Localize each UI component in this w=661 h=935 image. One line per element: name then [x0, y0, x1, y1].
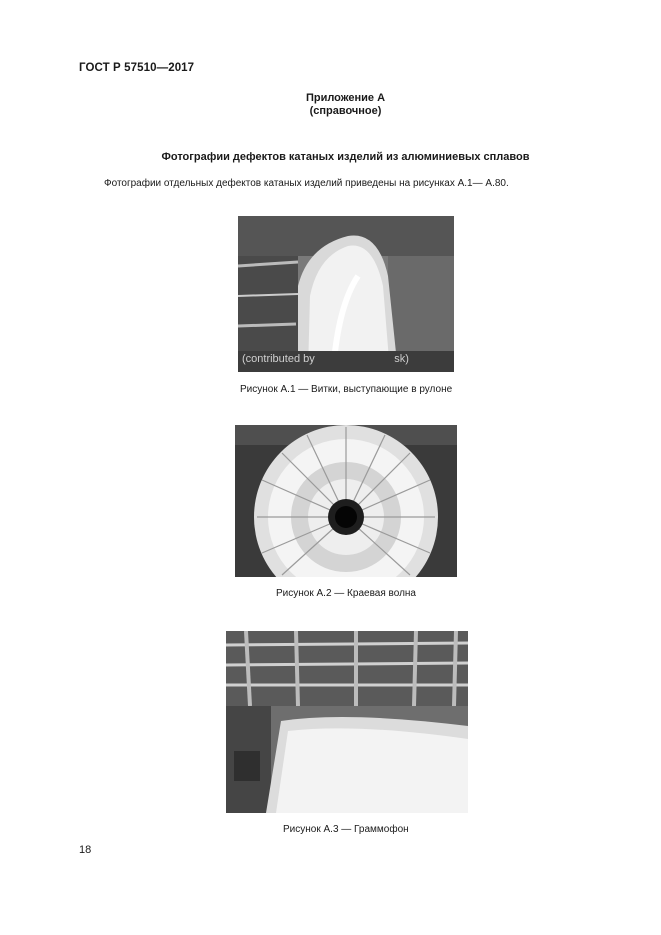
- edge-wave-photo-graphic: [235, 425, 457, 577]
- gramophone-defect-photo-graphic: [226, 631, 468, 813]
- coil-roll-photo-graphic: [238, 216, 454, 372]
- figure-a1-photo: [238, 216, 454, 372]
- figure-a1-caption: Рисунок А.1 — Витки, выступающие в рулоне: [240, 384, 453, 395]
- intro-paragraph: Фотографии отдельных дефектов катаных изделий приведены на рисунках А.1— А.80.: [104, 178, 509, 189]
- figure-a1-watermark: (contributed by sk): [242, 353, 409, 365]
- appendix-subtitle: (справочное): [309, 105, 382, 117]
- page-number: 18: [79, 844, 92, 856]
- figure-a3-photo: [226, 631, 468, 813]
- figure-a2-photo: [235, 425, 457, 577]
- appendix-title: Приложение А: [305, 92, 386, 104]
- section-title: Фотографии дефектов катаных изделий из алюминиевых сплавов: [161, 151, 530, 163]
- figure-a3-caption: Рисунок А.3 — Граммофон: [283, 824, 409, 835]
- figure-a2-caption: Рисунок А.2 — Краевая волна: [276, 588, 416, 599]
- document-header: ГОСТ Р 57510—2017: [79, 62, 195, 74]
- appendix-heading: [0, 92, 661, 118]
